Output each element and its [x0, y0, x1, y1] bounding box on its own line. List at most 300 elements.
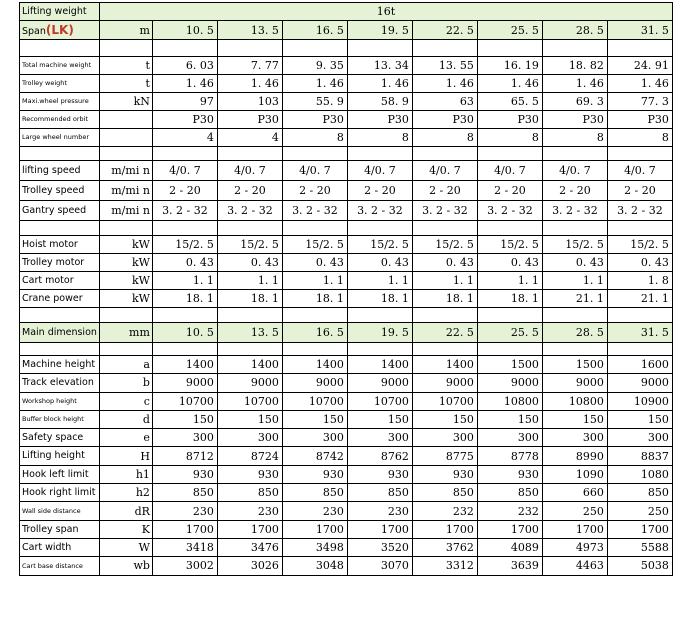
row-unit: W	[99, 538, 152, 556]
table-row	[20, 465, 673, 483]
row-unit	[99, 129, 152, 147]
cell-value: 63	[412, 93, 477, 111]
cell-value: 250	[542, 502, 607, 520]
cell-value: 150	[152, 410, 217, 428]
cell-value: 230	[282, 502, 347, 520]
span-value: 16. 5	[282, 21, 347, 40]
table-row	[20, 538, 673, 556]
cell-value: 1700	[152, 520, 217, 538]
spacer-cell	[152, 221, 217, 236]
spacer-cell	[217, 221, 282, 236]
main-dimension-row	[20, 323, 673, 343]
cell-value: 1400	[282, 356, 347, 374]
cell-value: 3762	[412, 538, 477, 556]
cell-value: 300	[282, 429, 347, 447]
cell-value: 13. 34	[347, 57, 412, 75]
cell-value: 4973	[542, 538, 607, 556]
cell-value: 16. 19	[477, 57, 542, 75]
cell-value: 3002	[152, 557, 217, 575]
cell-value: 2 - 20	[282, 181, 347, 201]
row-label: Hoist motor	[20, 236, 100, 254]
row-label: Cart width	[20, 538, 100, 556]
cell-value: 150	[542, 410, 607, 428]
table-row	[20, 429, 673, 447]
span-value: 25. 5	[477, 21, 542, 40]
cell-value: 24. 91	[607, 57, 672, 75]
row-unit: H	[99, 447, 152, 465]
spacer-cell	[412, 343, 477, 356]
row-unit	[99, 111, 152, 129]
spacer-cell	[20, 221, 100, 236]
spacer-cell	[20, 147, 100, 161]
cell-value: 1700	[607, 520, 672, 538]
cell-value: 930	[412, 465, 477, 483]
spacer-cell	[412, 308, 477, 323]
cell-value: 9000	[542, 374, 607, 392]
spacer-cell	[152, 147, 217, 161]
row-label: Trolley span	[20, 520, 100, 538]
row-unit: c	[99, 392, 152, 410]
cell-value: P30	[282, 111, 347, 129]
cell-value: 8	[607, 129, 672, 147]
span-value: 28. 5	[542, 21, 607, 40]
table-row	[20, 161, 673, 181]
lifting-weight-value: 16t	[99, 3, 672, 21]
table-row	[20, 201, 673, 221]
cell-value: 10700	[282, 392, 347, 410]
cell-value: P30	[217, 111, 282, 129]
row-label: Cart base distance	[20, 557, 100, 575]
cell-value: 65. 5	[477, 93, 542, 111]
cell-value: 1. 46	[152, 75, 217, 93]
spacer-cell	[542, 147, 607, 161]
cell-value: 10700	[152, 392, 217, 410]
spacer-cell	[152, 308, 217, 323]
spacer-cell	[282, 308, 347, 323]
main-dimension-value: 16. 5	[282, 323, 347, 343]
cell-value: 232	[477, 502, 542, 520]
cell-value: 1700	[217, 520, 282, 538]
cell-value: 1700	[477, 520, 542, 538]
cell-value: 15/2. 5	[607, 236, 672, 254]
cell-value: 230	[347, 502, 412, 520]
cell-value: 8712	[152, 447, 217, 465]
cell-value: 9000	[607, 374, 672, 392]
row-unit: h1	[99, 465, 152, 483]
cell-value: 9000	[477, 374, 542, 392]
spacer-cell	[20, 343, 100, 356]
cell-value: 300	[542, 429, 607, 447]
cell-value: 8	[542, 129, 607, 147]
cell-value: 18. 1	[152, 290, 217, 308]
cell-value: 1090	[542, 465, 607, 483]
spacer-cell	[607, 147, 672, 161]
row-label: Trolley motor	[20, 254, 100, 272]
cell-value: 300	[477, 429, 542, 447]
spacer-cell	[542, 40, 607, 57]
spacer-cell	[477, 343, 542, 356]
cell-value: 850	[282, 484, 347, 502]
cell-value: 8990	[542, 447, 607, 465]
span-value: 10. 5	[152, 21, 217, 40]
row-label: Trolley speed	[20, 181, 100, 201]
cell-value: 5588	[607, 538, 672, 556]
cell-value: 300	[347, 429, 412, 447]
cell-value: 3026	[217, 557, 282, 575]
cell-value: 18. 1	[217, 290, 282, 308]
cell-value: 1700	[347, 520, 412, 538]
cell-value: 150	[412, 410, 477, 428]
cell-value: 0. 43	[282, 254, 347, 272]
cell-value: 3. 2 - 32	[152, 201, 217, 221]
cell-value: 660	[542, 484, 607, 502]
cell-value: 1. 1	[152, 272, 217, 290]
cell-value: 1. 1	[412, 272, 477, 290]
row-label: Hook left limit	[20, 465, 100, 483]
cell-value: 1600	[607, 356, 672, 374]
cell-value: 930	[217, 465, 282, 483]
cell-value: 930	[477, 465, 542, 483]
cell-value: 0. 43	[347, 254, 412, 272]
table-row	[20, 272, 673, 290]
cell-value: 15/2. 5	[282, 236, 347, 254]
cell-value: 8742	[282, 447, 347, 465]
main-dimension-value: 19. 5	[347, 323, 412, 343]
cell-value: 2 - 20	[347, 181, 412, 201]
cell-value: P30	[152, 111, 217, 129]
cell-value: 850	[412, 484, 477, 502]
spacer-cell	[412, 147, 477, 161]
cell-value: P30	[542, 111, 607, 129]
cell-value: 3. 2 - 32	[477, 201, 542, 221]
spacer-cell	[607, 40, 672, 57]
row-unit: t	[99, 57, 152, 75]
cell-value: 7. 77	[217, 57, 282, 75]
cell-value: 15/2. 5	[477, 236, 542, 254]
cell-value: 21. 1	[607, 290, 672, 308]
cell-value: 8724	[217, 447, 282, 465]
spacer-cell	[99, 308, 152, 323]
cell-value: 3. 2 - 32	[217, 201, 282, 221]
spacer-cell	[607, 343, 672, 356]
cell-value: 150	[217, 410, 282, 428]
cell-value: 1400	[347, 356, 412, 374]
spacer-cell	[99, 40, 152, 57]
cell-value: 1. 8	[607, 272, 672, 290]
table-row	[20, 374, 673, 392]
table-row	[20, 392, 673, 410]
spacer-cell	[412, 40, 477, 57]
cell-value: 930	[347, 465, 412, 483]
cell-value: 150	[347, 410, 412, 428]
cell-value: P30	[347, 111, 412, 129]
cell-value: 9000	[282, 374, 347, 392]
cell-value: 15/2. 5	[217, 236, 282, 254]
spacer-cell	[99, 147, 152, 161]
cell-value: 6. 03	[152, 57, 217, 75]
row-label: Maxi.wheel pressure	[20, 93, 100, 111]
cell-value: 4/0. 7	[282, 161, 347, 181]
spacer-cell	[217, 343, 282, 356]
row-label: Crane power	[20, 290, 100, 308]
cell-value: 4	[152, 129, 217, 147]
cell-value: 3. 2 - 32	[282, 201, 347, 221]
cell-value: 1. 46	[607, 75, 672, 93]
table-row	[20, 75, 673, 93]
row-unit: kW	[99, 254, 152, 272]
cell-value: 8	[477, 129, 542, 147]
cell-value: 850	[217, 484, 282, 502]
cell-value: P30	[477, 111, 542, 129]
cell-value: 9000	[347, 374, 412, 392]
row-label: Lifting height	[20, 447, 100, 465]
spacer-cell	[477, 308, 542, 323]
cell-value: 4/0. 7	[347, 161, 412, 181]
cell-value: 3639	[477, 557, 542, 575]
cell-value: 103	[217, 93, 282, 111]
spacer-row	[20, 343, 673, 356]
spacer-cell	[217, 147, 282, 161]
row-label: Total machine weight	[20, 57, 100, 75]
cell-value: 300	[607, 429, 672, 447]
table-row	[20, 129, 673, 147]
row-label: Safety space	[20, 429, 100, 447]
cell-value: 15/2. 5	[412, 236, 477, 254]
cell-value: P30	[412, 111, 477, 129]
row-unit: b	[99, 374, 152, 392]
span-value: 19. 5	[347, 21, 412, 40]
cell-value: 3. 2 - 32	[542, 201, 607, 221]
spacer-cell	[412, 221, 477, 236]
cell-value: 0. 43	[607, 254, 672, 272]
row-label: Buffer block height	[20, 410, 100, 428]
cell-value: 850	[607, 484, 672, 502]
span-unit: m	[99, 21, 152, 40]
cell-value: 0. 43	[217, 254, 282, 272]
cell-value: 1700	[542, 520, 607, 538]
spacer-cell	[542, 343, 607, 356]
cell-value: 3. 2 - 32	[607, 201, 672, 221]
cell-value: 10800	[542, 392, 607, 410]
cell-value: 850	[477, 484, 542, 502]
cell-value: 4/0. 7	[542, 161, 607, 181]
spacer-cell	[282, 40, 347, 57]
table-row	[20, 111, 673, 129]
header-row-span	[20, 21, 673, 40]
cell-value: 18. 82	[542, 57, 607, 75]
cell-value: 300	[152, 429, 217, 447]
cell-value: 2 - 20	[477, 181, 542, 201]
spacer-row	[20, 40, 673, 57]
cell-value: 0. 43	[152, 254, 217, 272]
cell-value: 10700	[347, 392, 412, 410]
spacer-cell	[20, 40, 100, 57]
cell-value: 15/2. 5	[152, 236, 217, 254]
cell-value: 9. 35	[282, 57, 347, 75]
cell-value: 850	[152, 484, 217, 502]
cell-value: 3070	[347, 557, 412, 575]
table-row	[20, 502, 673, 520]
cell-value: 18. 1	[412, 290, 477, 308]
cell-value: 18. 1	[347, 290, 412, 308]
cell-value: 3. 2 - 32	[412, 201, 477, 221]
cell-value: 1. 46	[217, 75, 282, 93]
table-row	[20, 57, 673, 75]
cell-value: 5038	[607, 557, 672, 575]
spacer-cell	[607, 308, 672, 323]
cell-value: 1. 46	[542, 75, 607, 93]
row-unit: kW	[99, 236, 152, 254]
cell-value: 8	[347, 129, 412, 147]
cell-value: 1. 1	[347, 272, 412, 290]
cell-value: 150	[282, 410, 347, 428]
spacer-cell	[99, 343, 152, 356]
cell-value: 97	[152, 93, 217, 111]
cell-value: 3048	[282, 557, 347, 575]
table-row	[20, 484, 673, 502]
cell-value: 230	[152, 502, 217, 520]
cell-value: 1500	[477, 356, 542, 374]
row-label: Trolley weight	[20, 75, 100, 93]
span-value: 22. 5	[412, 21, 477, 40]
main-dimension-value: 22. 5	[412, 323, 477, 343]
cell-value: 1400	[152, 356, 217, 374]
spacer-cell	[347, 221, 412, 236]
cell-value: 8837	[607, 447, 672, 465]
cell-value: 10900	[607, 392, 672, 410]
span-label-text: Span	[22, 25, 46, 37]
cell-value: 1. 1	[282, 272, 347, 290]
spacer-cell	[152, 343, 217, 356]
main-dimension-value: 13. 5	[217, 323, 282, 343]
row-unit: m/mi n	[99, 161, 152, 181]
cell-value: 1500	[542, 356, 607, 374]
cell-value: 9000	[412, 374, 477, 392]
cell-value: 10700	[217, 392, 282, 410]
cell-value: 8762	[347, 447, 412, 465]
cell-value: 10700	[412, 392, 477, 410]
row-unit: m/mi n	[99, 181, 152, 201]
row-label: Wall side distance	[20, 502, 100, 520]
main-dimension-value: 28. 5	[542, 323, 607, 343]
spacer-cell	[20, 308, 100, 323]
cell-value: 3476	[217, 538, 282, 556]
cell-value: 8775	[412, 447, 477, 465]
span-label	[20, 21, 100, 40]
cell-value: 4/0. 7	[477, 161, 542, 181]
cell-value: 3. 2 - 32	[347, 201, 412, 221]
row-label: Track elevation	[20, 374, 100, 392]
cell-value: 2 - 20	[542, 181, 607, 201]
cell-value: 4463	[542, 557, 607, 575]
row-unit: d	[99, 410, 152, 428]
row-unit: wb	[99, 557, 152, 575]
cell-value: 9000	[217, 374, 282, 392]
cell-value: 1. 46	[412, 75, 477, 93]
cell-value: 58. 9	[347, 93, 412, 111]
cell-value: 18. 1	[477, 290, 542, 308]
spacer-cell	[347, 147, 412, 161]
header-row-weight	[20, 3, 673, 21]
cell-value: 2 - 20	[412, 181, 477, 201]
cell-value: 232	[412, 502, 477, 520]
row-unit: a	[99, 356, 152, 374]
spacer-cell	[477, 40, 542, 57]
cell-value: 77. 3	[607, 93, 672, 111]
cell-value: 2 - 20	[217, 181, 282, 201]
cell-value: 21. 1	[542, 290, 607, 308]
cell-value: 1400	[217, 356, 282, 374]
row-unit: kW	[99, 290, 152, 308]
cell-value: 4	[217, 129, 282, 147]
span-value: 31. 5	[607, 21, 672, 40]
cell-value: 8	[282, 129, 347, 147]
spacer-cell	[477, 147, 542, 161]
cell-value: 230	[217, 502, 282, 520]
row-unit: t	[99, 75, 152, 93]
spacer-cell	[282, 147, 347, 161]
spacer-row	[20, 147, 673, 161]
spacer-cell	[347, 40, 412, 57]
row-label: Recommended orbit	[20, 111, 100, 129]
cell-value: 8	[412, 129, 477, 147]
main-dimension-value: 10. 5	[152, 323, 217, 343]
row-unit: dR	[99, 502, 152, 520]
cell-value: 930	[282, 465, 347, 483]
row-unit: m/mi n	[99, 201, 152, 221]
cell-value: 1. 46	[347, 75, 412, 93]
spacer-cell	[217, 40, 282, 57]
span-lk-label: (LK)	[45, 22, 74, 37]
cell-value: 0. 43	[542, 254, 607, 272]
cell-value: 4/0. 7	[152, 161, 217, 181]
spacer-cell	[542, 221, 607, 236]
cell-value: 3520	[347, 538, 412, 556]
cell-value: 0. 43	[412, 254, 477, 272]
cell-value: 1. 1	[477, 272, 542, 290]
row-unit: kN	[99, 93, 152, 111]
row-label: Large wheel number	[20, 129, 100, 147]
spacer-cell	[347, 308, 412, 323]
cell-value: 4/0. 7	[607, 161, 672, 181]
cell-value: 1700	[412, 520, 477, 538]
cell-value: P30	[607, 111, 672, 129]
table-row	[20, 290, 673, 308]
main-dimension-unit: mm	[99, 323, 152, 343]
cell-value: 18. 1	[282, 290, 347, 308]
cell-value: 250	[607, 502, 672, 520]
main-dimension-label: Main dimension	[20, 323, 100, 343]
cell-value: 4/0. 7	[217, 161, 282, 181]
table-row	[20, 356, 673, 374]
cell-value: 15/2. 5	[347, 236, 412, 254]
row-unit: h2	[99, 484, 152, 502]
spacer-cell	[217, 308, 282, 323]
spec-table	[19, 2, 673, 576]
cell-value: 150	[607, 410, 672, 428]
cell-value: 4089	[477, 538, 542, 556]
cell-value: 1. 1	[217, 272, 282, 290]
table-row	[20, 557, 673, 575]
cell-value: 2 - 20	[607, 181, 672, 201]
cell-value: 1. 46	[282, 75, 347, 93]
cell-value: 300	[412, 429, 477, 447]
cell-value: 55. 9	[282, 93, 347, 111]
row-label: Gantry speed	[20, 201, 100, 221]
cell-value: 930	[152, 465, 217, 483]
cell-value: 2 - 20	[152, 181, 217, 201]
cell-value: 1400	[412, 356, 477, 374]
